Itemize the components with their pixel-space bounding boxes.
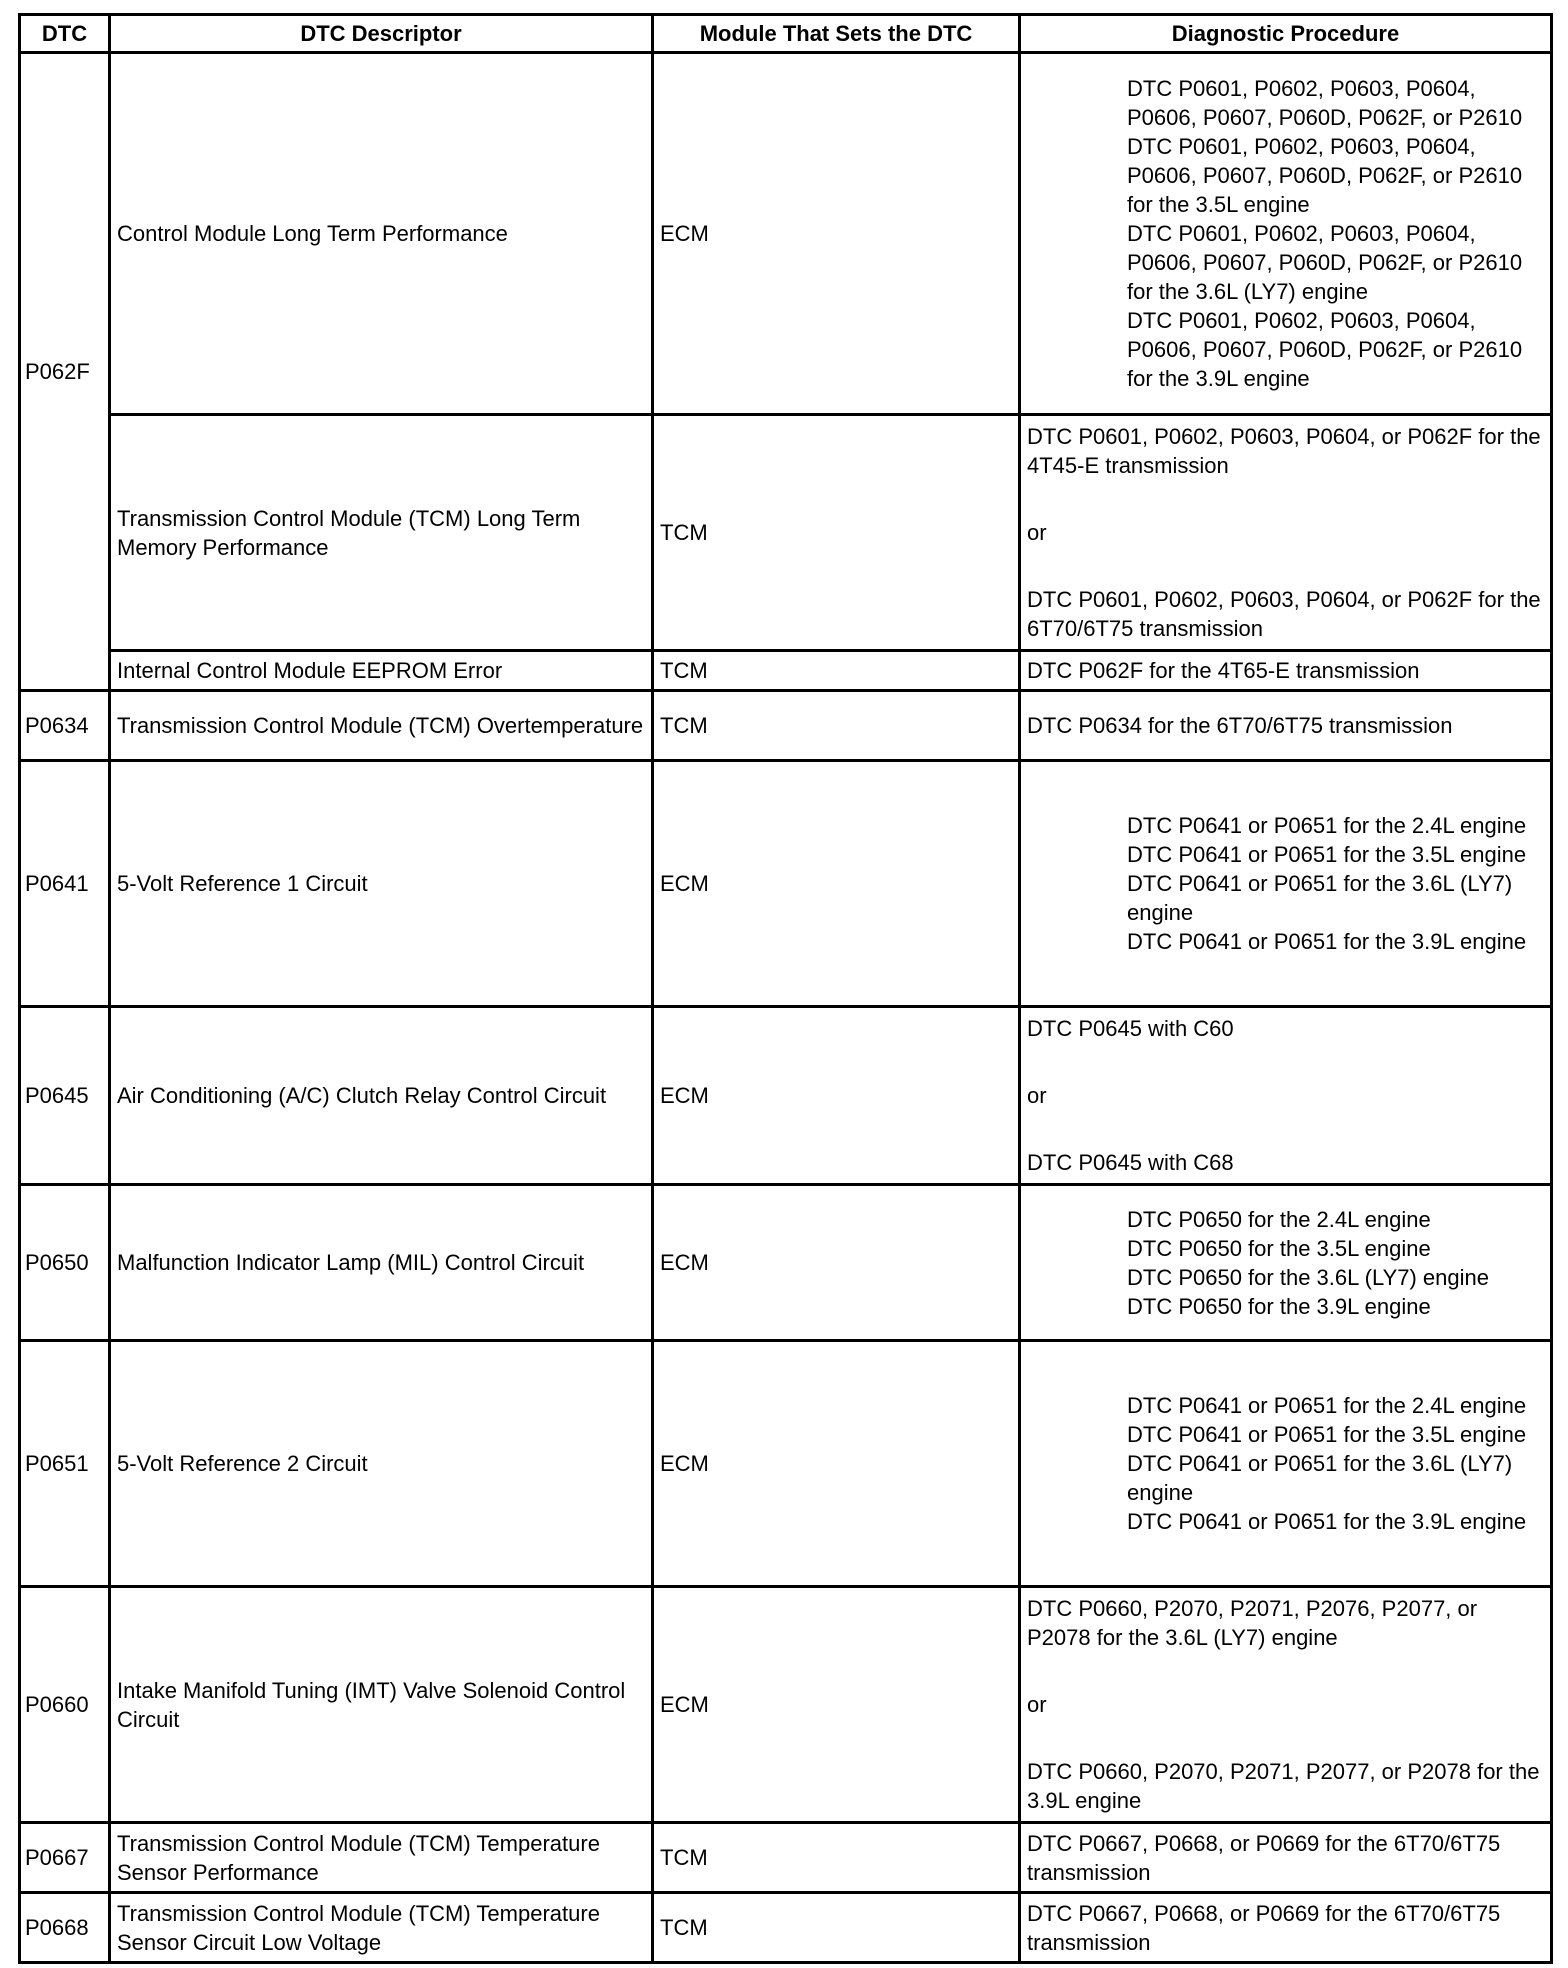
dtc-code: P0634	[20, 691, 110, 761]
procedure-link[interactable]: DTC P0641 or P0651 for the 3.6L (LY7) engine	[1127, 871, 1513, 925]
dtc-descriptor: Transmission Control Module (TCM) Temperature Sensor Performance	[110, 1823, 653, 1893]
procedure-link[interactable]: DTC P0601, P0602, P0603, P0604, P0606, P0607, P060D, P062F, or P2610 for the 3.6L (LY7) engine	[1127, 221, 1523, 304]
procedure-or: or	[1027, 1083, 1047, 1108]
diagnostic-procedure	[1020, 761, 1552, 1007]
table-row	[20, 651, 1552, 691]
procedure-link[interactable]: DTC P0660, P2070, P2071, P2076, P2077, or P2078 for the 3.6L (LY7) engine	[1027, 1596, 1478, 1650]
procedure-link[interactable]: DTC P0645 with C68	[1027, 1150, 1234, 1175]
procedure-link[interactable]: DTC P0641 or P0651 for the 3.9L engine	[1127, 1509, 1527, 1534]
dtc-descriptor: Control Module Long Term Performance	[110, 53, 653, 415]
dtc-descriptor: Malfunction Indicator Lamp (MIL) Control Circuit	[110, 1185, 653, 1341]
procedure-link[interactable]: DTC P0641 or P0651 for the 2.4L engine	[1127, 1393, 1527, 1418]
procedure-link[interactable]: DTC P0650 for the 3.9L engine	[1127, 1293, 1431, 1319]
dtc-descriptor: Internal Control Module EEPROM Error	[110, 651, 653, 691]
table-row	[20, 415, 1552, 651]
procedure-link[interactable]: DTC P0634 for the 6T70/6T75 transmission	[1027, 713, 1453, 738]
procedure-link[interactable]: DTC P0601, P0602, P0603, P0604, P0606, P0607, P060D, P062F, or P2610 for the 3.9L engine	[1127, 308, 1523, 391]
dtc-code: P0650	[20, 1185, 110, 1341]
procedure-link[interactable]: DTC P0601, P0602, P0603, P0604, or P062F for the 6T70/6T75 transmission	[1027, 587, 1541, 641]
dtc-descriptor: Intake Manifold Tuning (IMT) Valve Solenoid Control Circuit	[110, 1587, 653, 1823]
dtc-table	[18, 13, 1553, 1964]
diagnostic-procedure	[1020, 53, 1552, 415]
module-cell: ECM	[653, 761, 1020, 1007]
procedure-link[interactable]: DTC P0660, P2070, P2071, P2077, or P2078 for the 3.9L engine	[1027, 1759, 1540, 1813]
table-row	[20, 1823, 1552, 1893]
procedure-link[interactable]: DTC P0641 or P0651 for the 3.5L engine	[1127, 842, 1527, 867]
module-cell: ECM	[653, 1341, 1020, 1587]
dtc-descriptor: Transmission Control Module (TCM) Temperature Sensor Circuit Low Voltage	[110, 1893, 653, 1963]
diagnostic-procedure	[1020, 415, 1552, 651]
diagnostic-procedure	[1020, 1587, 1552, 1823]
dtc-descriptor: Transmission Control Module (TCM) Long Term Memory Performance	[110, 415, 653, 651]
table-row	[20, 1893, 1552, 1963]
table-row	[20, 691, 1552, 761]
procedure-link[interactable]: DTC P0645 with C60	[1027, 1016, 1234, 1041]
module-cell: TCM	[653, 691, 1020, 761]
table-row	[20, 1341, 1552, 1587]
header-dtc: DTC	[20, 15, 110, 53]
procedure-link[interactable]: DTC P0641 or P0651 for the 3.9L engine	[1127, 929, 1527, 954]
dtc-table-container	[18, 13, 1550, 1964]
dtc-code: P062F	[20, 53, 110, 691]
table-row	[20, 1185, 1552, 1341]
diagnostic-procedure	[1020, 1893, 1552, 1963]
module-cell: ECM	[653, 53, 1020, 415]
procedure-link[interactable]: DTC P062F for the 4T65-E transmission	[1027, 658, 1420, 683]
header-procedure: Diagnostic Procedure	[1020, 15, 1552, 53]
procedure-link[interactable]: DTC P0667, P0668, or P0669 for the 6T70/6T75 transmission	[1027, 1900, 1501, 1955]
dtc-descriptor: Air Conditioning (A/C) Clutch Relay Control Circuit	[110, 1007, 653, 1185]
dtc-descriptor: Transmission Control Module (TCM) Overtemperature	[110, 691, 653, 761]
diagnostic-procedure	[1020, 1185, 1552, 1341]
procedure-or: or	[1027, 520, 1047, 545]
header-row	[20, 15, 1552, 53]
procedure-link[interactable]: DTC P0641 or P0651 for the 3.6L (LY7) engine	[1127, 1451, 1513, 1505]
module-cell: ECM	[653, 1007, 1020, 1185]
dtc-descriptor: 5-Volt Reference 1 Circuit	[110, 761, 653, 1007]
diagnostic-procedure	[1020, 651, 1552, 691]
procedure-link[interactable]: DTC P0601, P0602, P0603, P0604, P0606, P0607, P060D, P062F, or P2610 for the 3.5L engine	[1127, 134, 1523, 217]
table-row	[20, 1007, 1552, 1185]
header-descriptor: DTC Descriptor	[110, 15, 653, 53]
procedure-link[interactable]: DTC P0650 for the 3.6L (LY7) engine	[1127, 1264, 1489, 1290]
table-row	[20, 53, 1552, 415]
module-cell: TCM	[653, 1893, 1020, 1963]
procedure-link[interactable]: DTC P0641 or P0651 for the 2.4L engine	[1127, 813, 1527, 838]
procedure-link[interactable]: DTC P0601, P0602, P0603, P0604, P0606, P0607, P060D, P062F, or P2610	[1127, 76, 1523, 130]
module-cell: TCM	[653, 415, 1020, 651]
module-cell: TCM	[653, 651, 1020, 691]
procedure-link[interactable]: DTC P0667, P0668, or P0669 for the 6T70/6T75 transmission	[1027, 1830, 1501, 1885]
procedure-link[interactable]: DTC P0641 or P0651 for the 3.5L engine	[1127, 1422, 1527, 1447]
table-row	[20, 1587, 1552, 1823]
dtc-code: P0667	[20, 1823, 110, 1893]
module-cell: ECM	[653, 1587, 1020, 1823]
dtc-code: P0668	[20, 1893, 110, 1963]
diagnostic-procedure	[1020, 691, 1552, 761]
procedure-link[interactable]: DTC P0650 for the 3.5L engine	[1127, 1235, 1431, 1261]
module-cell: ECM	[653, 1185, 1020, 1341]
header-module: Module That Sets the DTC	[653, 15, 1020, 53]
module-cell: TCM	[653, 1823, 1020, 1893]
dtc-code: P0641	[20, 761, 110, 1007]
dtc-descriptor: 5-Volt Reference 2 Circuit	[110, 1341, 653, 1587]
diagnostic-procedure	[1020, 1007, 1552, 1185]
procedure-link[interactable]: DTC P0650 for the 2.4L engine	[1127, 1206, 1431, 1232]
dtc-code: P0651	[20, 1341, 110, 1587]
procedure-or: or	[1027, 1692, 1047, 1717]
dtc-code: P0660	[20, 1587, 110, 1823]
diagnostic-procedure	[1020, 1341, 1552, 1587]
dtc-code: P0645	[20, 1007, 110, 1185]
procedure-link[interactable]: DTC P0601, P0602, P0603, P0604, or P062F for the 4T45-E transmission	[1027, 424, 1541, 478]
table-row	[20, 761, 1552, 1007]
diagnostic-procedure	[1020, 1823, 1552, 1893]
